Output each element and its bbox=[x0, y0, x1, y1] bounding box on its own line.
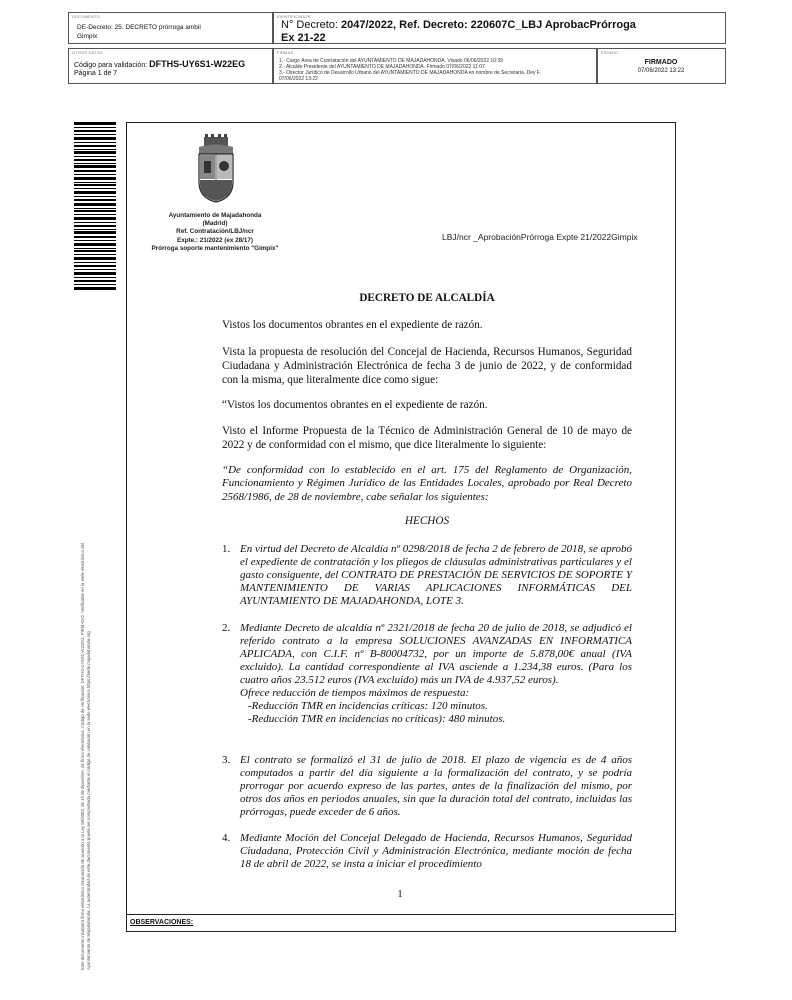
firmas-label: FIRMAS bbox=[277, 50, 294, 55]
status-date: 07/06/2022 13:22 bbox=[637, 68, 685, 74]
list-item bbox=[222, 543, 632, 608]
firma-line: 2.- Alcalde Presidente del AYUNTAMIENTO DE MAJADAHONDA. Firmado 07/06/2022 11:07 bbox=[279, 64, 485, 70]
list-item-number: 2. bbox=[222, 622, 231, 634]
decree-number: 2047/2022 bbox=[341, 19, 394, 31]
paragraph: “Vistos los documentos obrantes en el expediente de razón. bbox=[222, 399, 488, 411]
subject-line: Prórroga soporte mantenimiento "Gimpix" bbox=[151, 244, 279, 252]
list-item-extra: -Reducción TMR en incidencias no críticas): 480 minutos. bbox=[248, 713, 506, 725]
list-item-number: 3. bbox=[222, 754, 231, 766]
doc-subtitle: Gimpix bbox=[77, 33, 98, 40]
validation-prefix: Código para validación: bbox=[74, 62, 150, 69]
barcode-icon bbox=[72, 122, 118, 290]
list-item bbox=[222, 754, 632, 819]
list-item-text: En virtud del Decreto de Alcaldía nº 0298/2018 de fecha 2 de febrero de 2018, se aprobó el expediente de contratación y los pliegos de cláusulas administrativas particulares y el gasto consiguente, del CONTRATO DE PRESTACIÓN DE SERVICIOS DE SOPORTE Y MANTENIMIENTO DE VARIAS APLICACIONES INFORMÁTICAS DEL AYUNTAMIENTO DE MAJADAHONDA, LOTE 3. bbox=[240, 543, 632, 607]
list-item bbox=[222, 622, 632, 726]
firma-line: 1.- Cargo Área de Contratación del AYUNTAMIENTO DE MAJADAHONDA. Visado 06/06/2022 10:39 bbox=[279, 58, 503, 64]
file-ref: LBJ/ncr _AprobaciónPrórroga Expte 21/2022Gimpix bbox=[442, 232, 638, 242]
paragraph: Visto el Informe Propuesta de la Técnico de Administración General de 10 de mayo de 2022 y de conformidad con el mismo, que dice literalmente lo siguiente: bbox=[222, 425, 632, 451]
observaciones-label: OBSERVACIONES: bbox=[130, 919, 194, 926]
expte-line: Expte.: 21/2022 (ex 28/17) bbox=[177, 236, 253, 244]
header-firmas-box bbox=[272, 48, 598, 84]
decree-prefix: N° Decreto: bbox=[281, 19, 342, 31]
list-item-text: Mediante Moción del Concejal Delegado de Hacienda, Recursos Humanos, Seguridad Ciudadana, Protección Civil y Administración Electrónica, mediante moción de fecha 18 de abril de 2022, se insta a iniciar el procedimiento bbox=[240, 832, 632, 870]
org-name: Ayuntamiento de Majadahonda bbox=[168, 212, 262, 219]
side-line: Ayuntamiento de Majadahonda. La autenticidad de este documento puede ser comprobada mediante el código de validación en la sede electrónica https://sede.majadahonda.org bbox=[85, 631, 91, 970]
list-item-number: 4. bbox=[222, 832, 231, 844]
side-line: Este documento incorpora firma electrónica reconocida de acuerdo a la Ley 59/2003, de 19 de diciembre, de firma electrónica. Código de verificación: DFTHS-UY6S1-W22EG. FIRMADO. Verificable en la sede electrónica del bbox=[80, 543, 85, 970]
val-label: OTROS DATOS bbox=[72, 50, 103, 55]
page-number: 1 bbox=[397, 888, 403, 900]
observaciones-bar bbox=[126, 914, 674, 931]
firma-line: 07/06/2022 13:22 bbox=[279, 76, 318, 82]
list-item-number: 1. bbox=[222, 543, 231, 555]
firma-line: 3.- Director Jurídico de Desarrollo Urbano del AYUNTAMIENTO DE MAJADAHONDA en nombre de Secretaria. Dey F. bbox=[279, 70, 541, 76]
list-item bbox=[222, 832, 632, 871]
firmas-list bbox=[279, 58, 595, 82]
status-badge: FIRMADO bbox=[644, 59, 678, 66]
decree-ref: , Ref. Decreto: 220607C_LBJ AprobacPrórroga bbox=[393, 19, 636, 31]
header-ident-box bbox=[272, 12, 726, 44]
header-validation-box bbox=[68, 48, 274, 84]
decree-line2: Ex 21-22 bbox=[281, 32, 326, 44]
list-item-text: Mediante Decreto de alcaldía nº 2321/2018 de fecha 20 de julio de 2018, se adjudicó el referido contrato a la empresa SOLUCIONES AVANZADAS EN INFORMATICA APLICADA, con C.I.F. nº B-80004732, por un importe de 5.878,00€ anual (IVA excluido). La cantidad correspondiente al IVA asciende a 1.234,38 euros. (Para los cuatro años 23.512 euros (IVA excluido) más un IVA de 4.937,52 euros). bbox=[240, 622, 632, 686]
paragraph: Vista la propuesta de resolución del Concejal de Hacienda, Recursos Humanos, Seguridad Ciudadana y Administración Electrónica de fecha 3 de junio de 2022, y de conformidad con la misma, que literalmente dice como sigue: bbox=[222, 346, 632, 386]
paragraph-quote: “De conformidad con lo establecido en el art. 175 del Reglamento de Organización, Funcionamiento y Régimen Jurídico de las Entidades Locales, aprobado por Real Decreto 2568/1986, de 28 de noviembre, cabe señalar los siguientes: bbox=[222, 464, 632, 503]
section-heading: HECHOS bbox=[404, 515, 450, 527]
validation-line bbox=[74, 59, 245, 69]
side-verification-text bbox=[80, 250, 91, 970]
ident-label: IDENTIFICADOR bbox=[277, 14, 311, 19]
list-item-extra: -Reducción TMR en incidencias críticas: 120 minutos. bbox=[248, 700, 488, 712]
org-region: (Madrid) bbox=[202, 220, 228, 228]
decree-id bbox=[281, 19, 636, 32]
header-status-box bbox=[596, 48, 726, 84]
list-item-extra: Ofrece reducción de tiempos máximos de respuesta: bbox=[240, 687, 470, 699]
paragraph: Vistos los documentos obrantes en el expediente de razón. bbox=[222, 319, 483, 331]
validation-code[interactable]: DFTHS-UY6S1-W22EG bbox=[149, 59, 246, 69]
ref-line: Ref. Contratación/LBJ/ncr bbox=[176, 228, 254, 236]
page-info: Página 1 de 7 bbox=[74, 70, 118, 77]
letterhead bbox=[140, 212, 290, 253]
doc-label: DOCUMENTO bbox=[72, 14, 100, 19]
list-item-text: El contrato se formalizó el 31 de julio de 2018. El plazo de vigencia es de 4 años computados a partir del día siguiente a la formalización del contrato, y se podría prorrogar por acuerdo expreso de las partes, antes de la finalización del mismo, por otros dos años en periodos anuales, sin que la duración total del contrato, incluidas las prórrogas, puede exceder de 6 años. bbox=[240, 754, 632, 818]
coat-of-arms-icon bbox=[194, 134, 238, 204]
doc-title: DE-Decreto: 25. DECRETO prórroga ambil bbox=[77, 24, 201, 31]
estado-label: ESTADO bbox=[601, 50, 619, 55]
page-title: DECRETO DE ALCALDÍA bbox=[359, 292, 495, 304]
header-doc-box bbox=[68, 12, 274, 44]
